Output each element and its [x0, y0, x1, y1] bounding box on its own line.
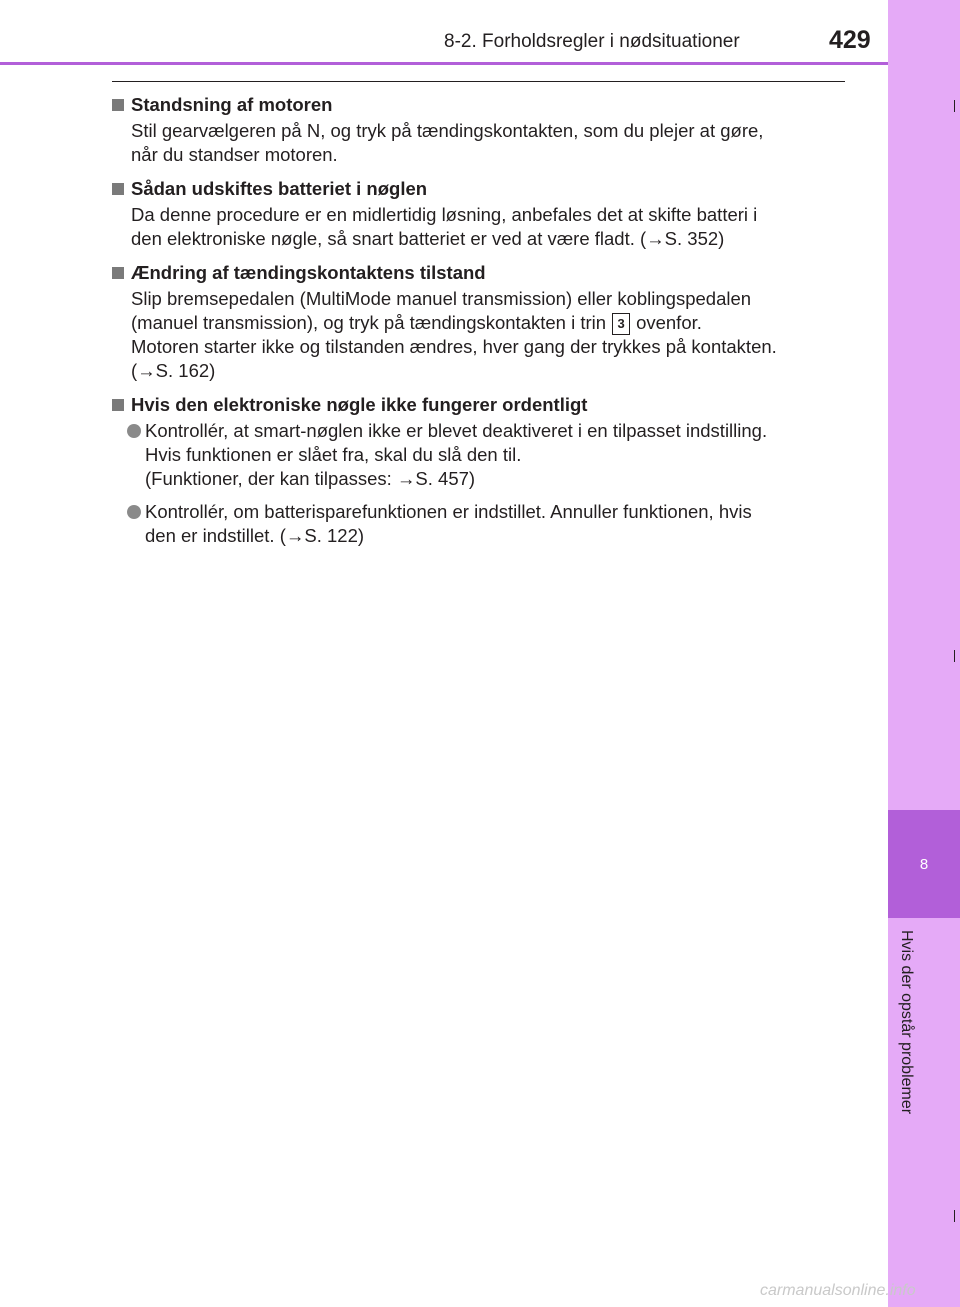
body-line: når du standser motoren. [131, 144, 338, 165]
bullet-text [145, 419, 846, 491]
heading-text: Hvis den elektroniske nøgle ikke fungerer ordentligt [131, 394, 588, 416]
heading-text: Ændring af tændingskontaktens tilstand [131, 262, 486, 283]
page-number: 429 [829, 26, 871, 54]
body-line: (Funktioner, der kan tilpasses: →S. 457) [145, 468, 476, 490]
edge-tick [954, 100, 955, 112]
section-header-title: 8-2. Forholdsregler i nødsituationer [444, 31, 740, 52]
square-bullet-icon [112, 399, 124, 411]
heading-text: Sådan udskiftes batteriet i nøglen [131, 178, 428, 199]
section-heading [112, 93, 846, 117]
section-stop-engine [112, 93, 846, 167]
body-line: Motoren starter ikke og tilstanden ændres, hver gang der trykkes på kontakten. [131, 336, 777, 358]
body-text-fragment: ovenfor. [636, 312, 702, 333]
heading-text: Standsning af motoren [131, 94, 333, 115]
edge-tick [954, 650, 955, 662]
edge-tick [954, 1210, 955, 1222]
body-line: Slip bremsepedalen (MultiMode manuel transmission) eller koblingspedalen [131, 288, 752, 309]
body-line: den er indstillet. (→S. 122) [145, 525, 365, 547]
page-content [112, 93, 846, 558]
square-bullet-icon [112, 267, 124, 279]
step-number-box: 3 [612, 313, 630, 335]
square-bullet-icon [112, 183, 124, 195]
body-line [131, 311, 846, 335]
chapter-number: 8 [919, 856, 929, 873]
circle-bullet-icon [127, 424, 141, 438]
bullet-item [112, 419, 846, 491]
bullet-text [145, 500, 846, 548]
section-body [112, 203, 846, 251]
section-change-ignition-mode [112, 261, 846, 383]
section-body [112, 287, 846, 383]
body-line: Kontrollér, om batterisparefunktionen er indstillet. Annuller funktionen, hvis [145, 501, 752, 523]
section-heading [112, 261, 846, 285]
section-heading [112, 393, 846, 417]
section-replace-battery [112, 177, 846, 251]
watermark: carmanualsonline.info [760, 1282, 916, 1299]
circle-bullet-icon [127, 505, 141, 519]
content-rule [112, 81, 845, 82]
section-body [112, 119, 846, 167]
body-line: Kontrollér, at smart-nøglen ikke er blevet deaktiveret i en tilpasset indstilling. [145, 420, 768, 442]
section-heading [112, 177, 846, 201]
chapter-title: Hvis der opstår problemer [898, 930, 915, 1115]
section-key-not-working [112, 393, 846, 548]
body-line: Stil gearvælgeren på N, og tryk på tændingskontakten, som du plejer at gøre, [131, 120, 764, 141]
body-line: Hvis funktionen er slået fra, skal du slå den til. [145, 444, 522, 466]
body-line: (→S. 162) [131, 360, 216, 382]
body-text-fragment: (manuel transmission), og tryk på tændingskontakten i trin [131, 312, 607, 333]
bullet-item [112, 500, 846, 548]
square-bullet-icon [112, 99, 124, 111]
body-line: Da denne procedure er en midlertidig løsning, anbefales det at skifte batteri i [131, 204, 758, 225]
header-rule [0, 62, 888, 65]
body-line: den elektroniske nøgle, så snart batteriet er ved at være fladt. (→S. 352) [131, 228, 725, 249]
